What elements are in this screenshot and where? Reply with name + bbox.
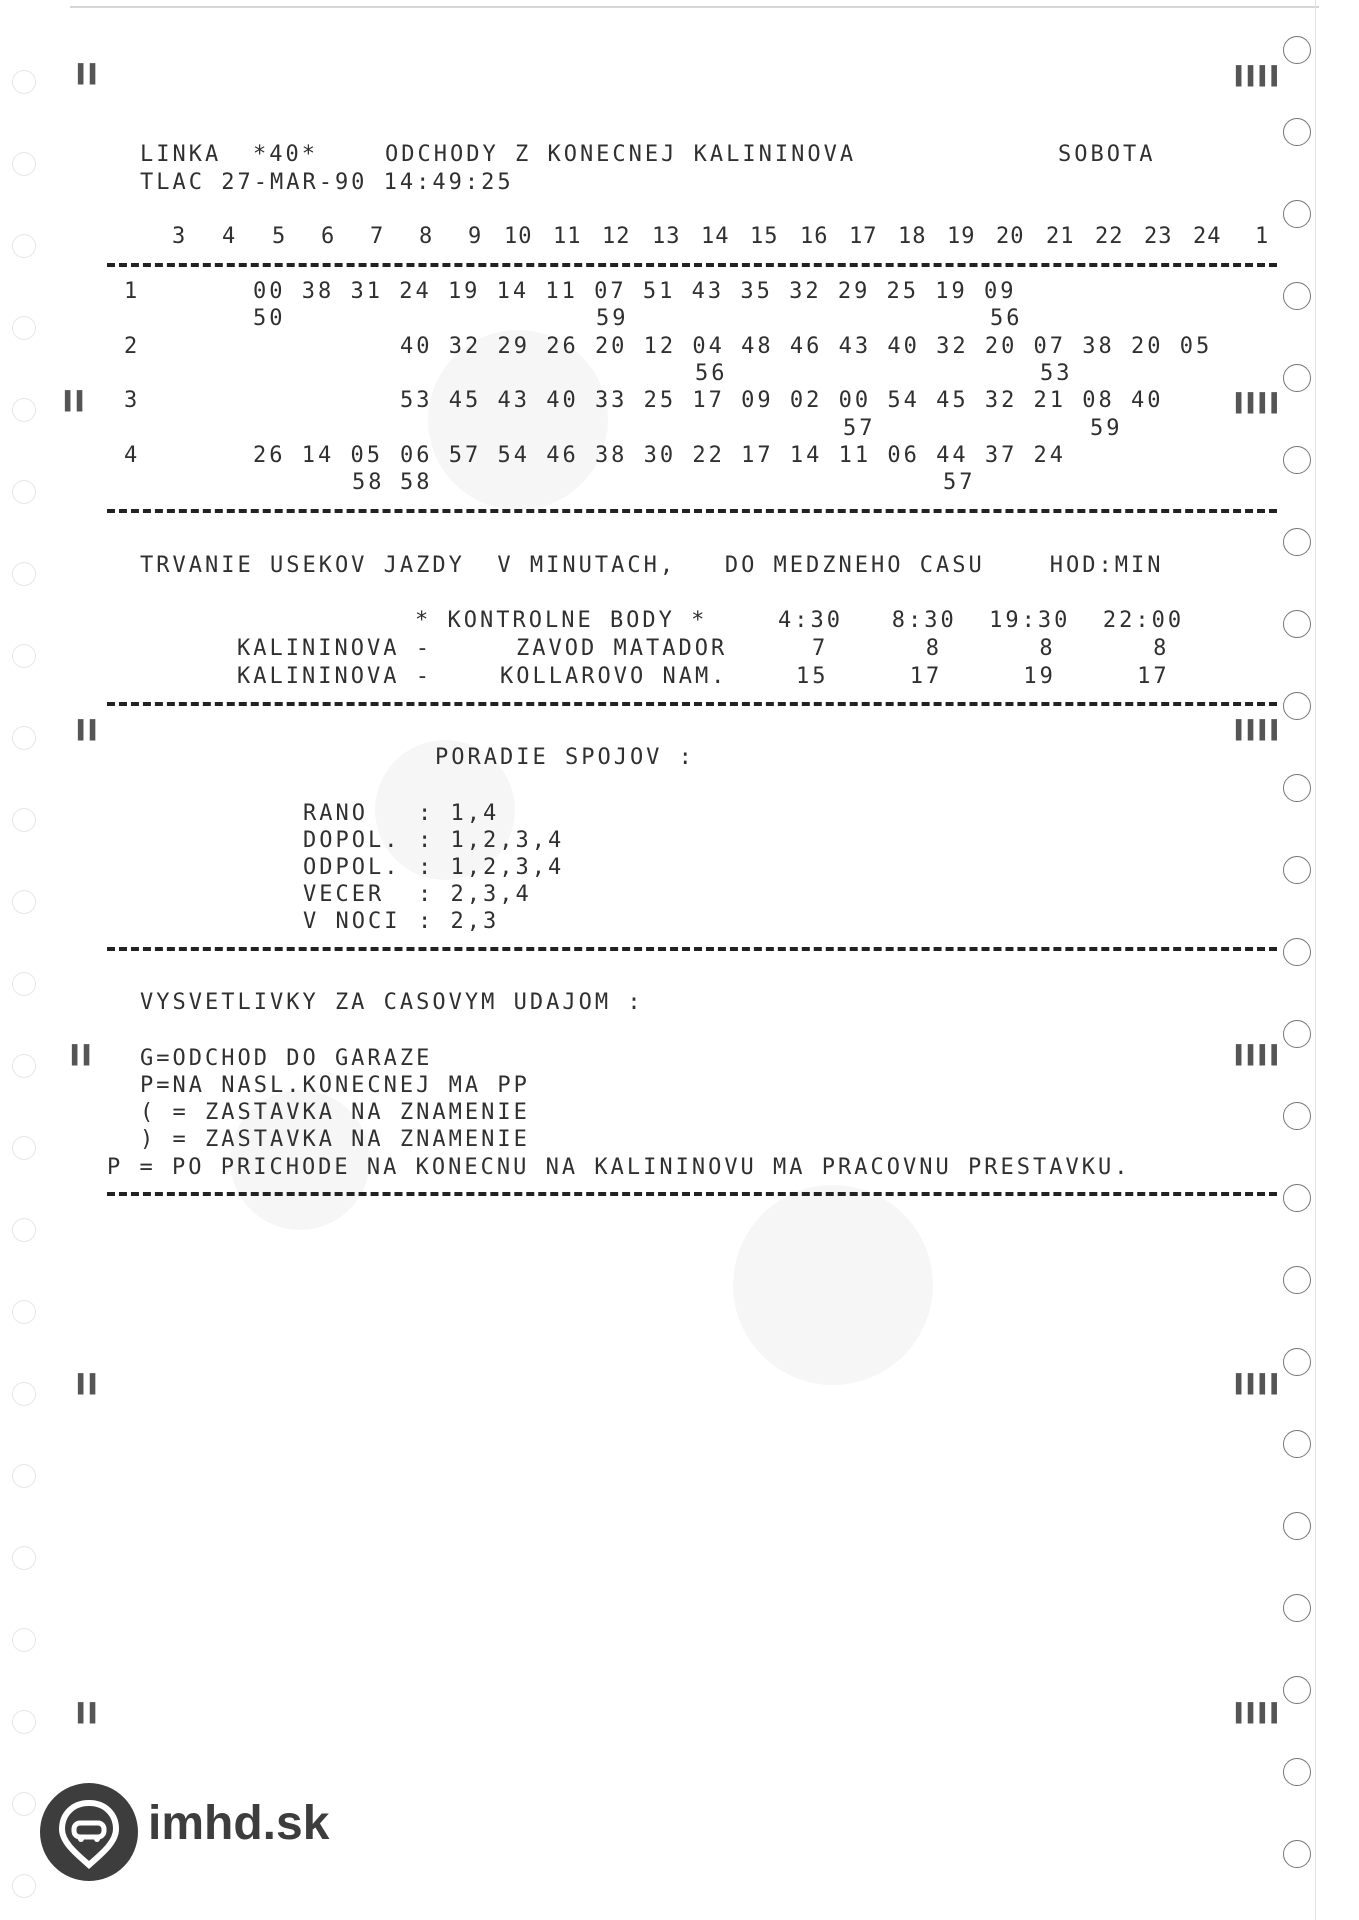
course-extra-minute: 56 xyxy=(695,361,728,386)
course-number: 3 xyxy=(124,388,141,413)
margin-mark-right: ▌▌▌▌ xyxy=(1236,393,1284,414)
course-minutes: 26 14 05 xyxy=(253,443,383,468)
order-period-value: : 1,2,3,4 xyxy=(418,855,565,880)
day-label: SOBOTA xyxy=(1058,142,1156,167)
duration-to: KOLLAROVO NAM. xyxy=(500,664,728,689)
order-period-label: RANO xyxy=(303,801,417,826)
perforation-hole xyxy=(12,1628,36,1652)
course-extra-minute: 57 xyxy=(843,416,876,441)
perforation-hole xyxy=(1283,938,1311,966)
hour-label: 3 xyxy=(172,224,187,249)
perforation-hole xyxy=(12,1792,36,1816)
course-extra-minute: 56 xyxy=(990,306,1023,331)
perforation-hole xyxy=(1283,1676,1311,1704)
hour-label: 8 xyxy=(419,224,434,249)
note-line: ) = ZASTAVKA NA ZNAMENIE xyxy=(140,1127,530,1152)
control-points-label: * KONTROLNE BODY * xyxy=(415,608,708,633)
course-minutes: 06 57 54 46 38 30 22 17 14 11 06 44 37 24 xyxy=(400,443,1067,468)
perforation-hole xyxy=(1283,118,1311,146)
margin-mark-left: ▌▌ xyxy=(78,64,102,85)
hour-label: 11 xyxy=(553,224,582,249)
duration-from: KALININOVA - xyxy=(237,664,432,689)
perforation-hole xyxy=(12,1300,36,1324)
order-period-value: : 2,3,4 xyxy=(418,882,532,907)
margin-mark-right: ▌▌▌▌ xyxy=(1236,1374,1284,1395)
line-label: LINKA xyxy=(140,142,222,167)
course-extra-minute: 59 xyxy=(596,306,629,331)
perforation-hole xyxy=(12,1874,36,1898)
perforation-hole xyxy=(12,398,36,422)
margin-mark-left: ▌▌ xyxy=(78,720,102,741)
course-minutes: 53 45 43 40 33 25 17 09 02 00 54 45 32 21 08 40 xyxy=(400,388,1164,413)
hour-label: 1 xyxy=(1255,224,1270,249)
margin-mark-right: ▌▌▌▌ xyxy=(1236,66,1284,87)
perforation-hole xyxy=(12,808,36,832)
perforation-hole xyxy=(1283,364,1311,392)
duration-to: ZAVOD MATADOR xyxy=(516,636,728,661)
perforation-hole xyxy=(12,726,36,750)
paper-top-edge xyxy=(70,6,1319,8)
order-heading: PORADIE SPOJOV : xyxy=(435,745,695,770)
hour-label: 24 xyxy=(1193,224,1222,249)
note-line: ( = ZASTAVKA NA ZNAMENIE xyxy=(140,1100,530,1125)
perforation-hole xyxy=(1283,36,1311,64)
perforation-hole xyxy=(1283,1266,1311,1294)
hour-label: 4 xyxy=(222,224,237,249)
perforation-hole xyxy=(1283,282,1311,310)
order-period-label: ODPOL. xyxy=(303,855,417,880)
duration-from: KALININOVA - xyxy=(237,636,432,661)
course-number: 2 xyxy=(124,334,141,359)
course-number: 4 xyxy=(124,443,141,468)
perforation-hole xyxy=(1283,1102,1311,1130)
perforation-hole xyxy=(12,1382,36,1406)
hour-label: 7 xyxy=(370,224,385,249)
divider xyxy=(107,702,1277,706)
perforation-hole xyxy=(12,316,36,340)
divider xyxy=(107,263,1277,267)
time-limits: 4:30 8:30 19:30 22:00 xyxy=(778,608,1185,633)
perforation-hole xyxy=(1283,1020,1311,1048)
perforation-hole xyxy=(12,1218,36,1242)
perforation-hole xyxy=(12,644,36,668)
perforation-hole xyxy=(12,152,36,176)
brand-logo-icon xyxy=(40,1783,138,1881)
course-extra-minute: 53 xyxy=(1040,361,1073,386)
margin-mark-right: ▌▌▌▌ xyxy=(1236,720,1284,741)
perforation-hole xyxy=(1283,446,1311,474)
perforation-hole xyxy=(12,1136,36,1160)
perforation-hole xyxy=(1283,1594,1311,1622)
perforation-hole xyxy=(1283,610,1311,638)
divider xyxy=(107,947,1277,951)
perforation-hole xyxy=(12,1710,36,1734)
order-period-value: : 2,3 xyxy=(418,909,500,934)
note-line: P=NA NASL.KONECNEJ MA PP xyxy=(140,1073,530,1098)
course-extra-minute: 59 xyxy=(1090,416,1123,441)
perforation-hole xyxy=(1283,856,1311,884)
page-title: ODCHODY Z KONECNEJ KALININOVA xyxy=(385,142,857,167)
hour-label: 5 xyxy=(272,224,287,249)
margin-mark-left: ▌▌ xyxy=(78,1374,102,1395)
notes-heading: VYSVETLIVKY ZA CASOVYM UDAJOM : xyxy=(140,990,644,1015)
hour-label: 12 xyxy=(602,224,631,249)
perforation-hole xyxy=(12,480,36,504)
hour-label: 16 xyxy=(800,224,829,249)
perforation-hole xyxy=(12,562,36,586)
perforation-hole xyxy=(1283,692,1311,720)
course-extra-minute: 58 xyxy=(400,470,433,495)
duration-values: 7 8 8 8 xyxy=(812,636,1170,661)
perforation-hole xyxy=(1283,1430,1311,1458)
hour-label: 18 xyxy=(898,224,927,249)
margin-mark-right: ▌▌▌▌ xyxy=(1236,1045,1284,1066)
course-extra-minute: 50 xyxy=(253,306,286,331)
watermark xyxy=(733,1185,933,1385)
margin-mark-right: ▌▌▌▌ xyxy=(1236,1703,1284,1724)
print-timestamp: TLAC 27-MAR-90 14:49:25 xyxy=(140,170,514,195)
order-period-label: V NOCI xyxy=(303,909,417,934)
perforation-hole xyxy=(1283,528,1311,556)
perforation-hole xyxy=(12,1464,36,1488)
hour-label: 15 xyxy=(750,224,779,249)
perforation-hole xyxy=(1283,1348,1311,1376)
hour-label: 9 xyxy=(468,224,483,249)
hour-label: 10 xyxy=(504,224,533,249)
duration-values: 15 17 19 17 xyxy=(796,664,1170,689)
perforation-hole xyxy=(1283,1184,1311,1212)
order-period-value: : 1,2,3,4 xyxy=(418,828,565,853)
perforation-hole xyxy=(12,972,36,996)
perforation-hole xyxy=(1283,1840,1311,1868)
paper-perforation-edge xyxy=(1315,0,1316,1920)
perforation-hole xyxy=(12,1546,36,1570)
hour-label: 17 xyxy=(849,224,878,249)
divider xyxy=(107,509,1277,513)
hour-label: 19 xyxy=(947,224,976,249)
perforation-hole xyxy=(12,890,36,914)
perforation-hole xyxy=(12,70,36,94)
course-extra-minute: 58 xyxy=(352,470,385,495)
hour-label: 22 xyxy=(1095,224,1124,249)
divider xyxy=(107,1192,1277,1196)
order-period-label: DOPOL. xyxy=(303,828,417,853)
course-minutes: 00 38 31 24 19 14 11 07 51 43 35 32 29 25 19 09 xyxy=(253,279,1017,304)
hour-label: 23 xyxy=(1144,224,1173,249)
perforation-hole xyxy=(12,234,36,258)
hour-label: 21 xyxy=(1046,224,1075,249)
note-line: G=ODCHOD DO GARAZE xyxy=(140,1046,433,1071)
notes-last-line: P = PO PRICHODE NA KONECNU NA KALININOVU MA PRACOVNU PRESTAVKU. xyxy=(107,1155,1131,1180)
hour-label: 13 xyxy=(652,224,681,249)
margin-mark-left: ▌▌ xyxy=(78,1703,102,1724)
order-period-value: : 1,4 xyxy=(418,801,500,826)
course-extra-minute: 57 xyxy=(943,470,976,495)
order-period-label: VECER xyxy=(303,882,417,907)
course-minutes: 40 32 29 26 20 12 04 48 46 43 40 32 20 07 38 20 05 xyxy=(400,334,1213,359)
hour-label: 14 xyxy=(701,224,730,249)
line-number: *40* xyxy=(253,142,318,167)
perforation-hole xyxy=(1283,774,1311,802)
brand-name: imhd.sk xyxy=(148,1797,330,1850)
perforation-hole xyxy=(1283,200,1311,228)
margin-mark-left: ▌▌ xyxy=(72,1045,96,1066)
course-number: 1 xyxy=(124,279,141,304)
perforation-hole xyxy=(1283,1512,1311,1540)
perforation-hole xyxy=(12,1054,36,1078)
hour-label: 20 xyxy=(996,224,1025,249)
margin-mark-left: ▌▌ xyxy=(65,391,89,412)
hour-label: 6 xyxy=(321,224,336,249)
durations-heading: TRVANIE USEKOV JAZDY V MINUTACH, DO MEDZNEHO CASU HOD:MIN xyxy=(140,553,1164,578)
perforation-hole xyxy=(1283,1758,1311,1786)
